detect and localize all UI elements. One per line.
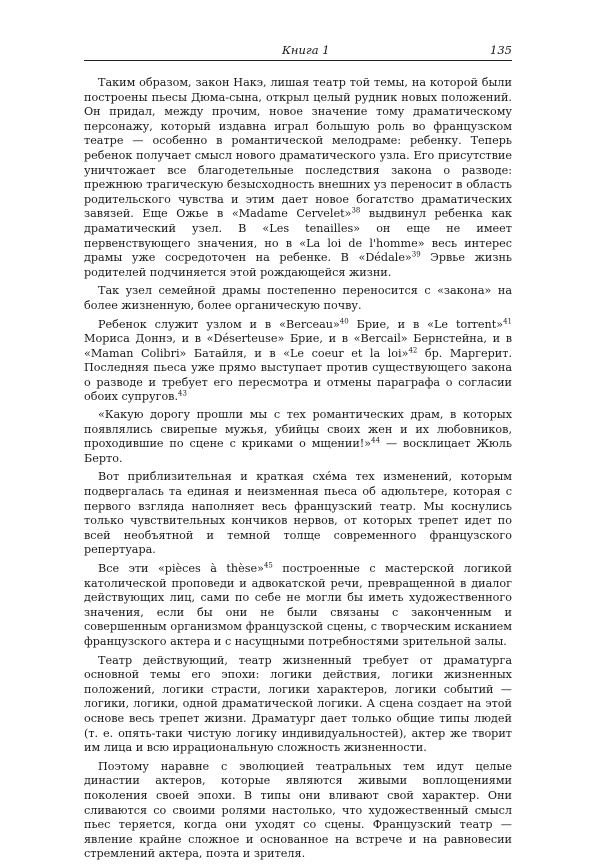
page-header	[84, 40, 512, 61]
paragraph-text: выдвинул ребенка как драматический узел. В «Les tenailles» он еще не имеет первенствующего значения, но в «La loi de l'homme» весь интерес драмы уже сосредоточен на ребенке. В «Dédale»	[84, 207, 512, 265]
paragraph-text: Так узел семейной драмы постепенно переносится с «закона» на более жизненную, более органическую почву.	[84, 284, 512, 312]
footnote-marker[interactable]: 41	[503, 316, 512, 325]
paragraph-text: Вот приблизительная и краткая схе́ма тех изменений, которым подвергалась та единая и неизменная пьеса об адюльтере, которая с первого взгляда наполняет весь французский театр. Мы коснулись только чувствительных кончиков нервов, от которых трепет идет по всей необъятной и темной толще современного французского репертуара.	[84, 470, 512, 557]
paragraph	[84, 408, 512, 466]
paragraph	[84, 76, 512, 280]
paragraph	[84, 654, 512, 756]
footnote-marker[interactable]: 44	[371, 436, 381, 445]
footnote-marker[interactable]: 40	[339, 316, 349, 325]
paragraph-text: «Какую дорогу прошли мы с тех романтических драм, в которых появлялись свирепые мужья, убийцы своих жен и их любовников, проходившие по сцене с криками о мщении!»	[84, 408, 512, 451]
paragraph	[84, 318, 512, 406]
paragraph	[84, 562, 512, 650]
paragraph-text: Мориса Доннэ, и в «Désertеuse» Брие, и в «Bercail» Бернстейна, и в «Maman Colibri» Батайля, и в «Le coeur et la loi»	[84, 332, 512, 360]
running-title: Книга 1	[282, 43, 330, 57]
paragraph-text: Поэтому наравне с эволюцией театральных тем идут целые династии актеров, которые являются живыми воплощениями поколения своей эпохи. В типы они вливают свой характер. Они сливаются со своими ролями настолько, что художественный смысл пьес теряется, когда они уходят со сцены. Французский театр — явление крайне сложное и основанное на встрече и на равновесии стремлений актера, поэта и зрителя.	[84, 759, 512, 861]
page-number: 135	[490, 43, 512, 57]
paragraph	[84, 284, 512, 313]
paragraph-text: Ребенок служит узлом и в «Berceau»	[98, 317, 340, 331]
footnote-marker[interactable]: 38	[351, 206, 361, 215]
footnote-marker[interactable]: 39	[411, 250, 421, 259]
paragraph-text: Эрвье жизнь родителей подчиняется этой рождающейся жизни.	[84, 251, 512, 279]
paragraph-text: построенные с мастерской логикой католической проповеди и адвокатской речи, превращенной в диалог действующих лиц, сами по себе не могли бы иметь художественного значения, если бы они не были связаны с законченным и совершенным организмом французской сцены, с творческим исканием французского актера и с насущными потребностями зрительной залы.	[84, 562, 513, 648]
footnote-marker[interactable]: 42	[408, 345, 418, 354]
paragraph-text: Театр действующий, театр жизненный требует от драматурга основной темы его эпохи: логики действия, логики жизненных положений, логики страсти, логики характеров, логики событий — логики, логики, одной драматической логики. А сцена создает на этой основе весь трепет жизни. Драматург дает только общие типы людей (т. е. опять-таки чистую логику индивидуальностей), актер же творит им лица и всю иррациональную сложность жизненности.	[84, 653, 512, 755]
paragraph-text: Брие, и в «Le torrent»	[348, 317, 504, 331]
body-text	[84, 76, 512, 866]
paragraph	[84, 470, 512, 558]
paragraph-text: бр. Маргерит. Последняя пьеса уже прямо выступает против существующего закона о разводе и требует его пересмотра и отмены параграфа о согласии обоих супругов.	[84, 346, 512, 404]
footnote-marker[interactable]: 43	[178, 389, 187, 398]
footnote-marker[interactable]: 45	[263, 561, 273, 570]
paragraph-text: — восклицает Жюль Берто.	[84, 437, 512, 465]
paragraph	[84, 760, 512, 862]
paragraph-text: Таким образом, закон Накэ, лишая театр той темы, на которой были построены пьесы Дюма-сына, открыл целый рудник новых положений. Он придал, между прочим, новое значение тому драматическому персонажу, который издавна играл большую роль во французском театре — особенно в романтической мелодраме: ребенку. Теперь ребенок получает смысл нового драматического узла. Его присутствие уничтожает все благодетельные последствия закона о разводе: прежнюю трагическую безысходность внешних уз переносит в область родительского чувства и этим дает новое богатство драматических завязей. Еще Ожье в «Madame Cervelet»	[84, 76, 512, 221]
paragraph-text: Все эти «pièces à thèse»	[98, 562, 264, 575]
